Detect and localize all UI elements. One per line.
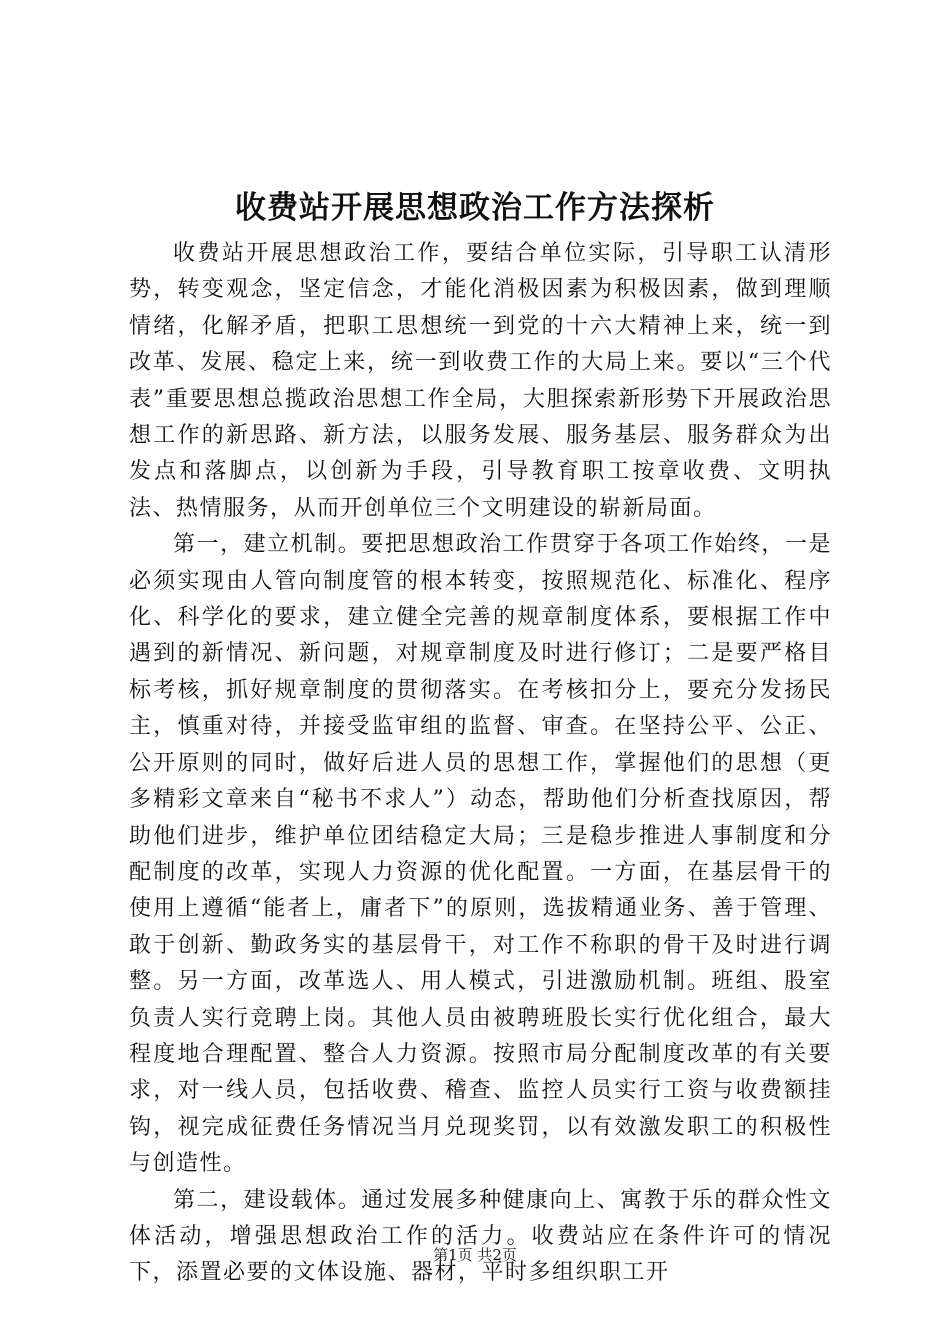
- paragraph-mechanism: 第一，建立机制。要把思想政治工作贯穿于各项工作始终，一是必须实现由人管向制度管的根本转变，按照规范化、标准化、程序化、科学化的要求，建立健全完善的规章制度体系，要根据工作中遇到的新情况、新问题，对规章制度及时进行修订；二是要严格目标考核，抓好规章制度的贯彻落实。在考核扣分上，要充分发扬民主，慎重对待，并接受监审组的监督、审查。在坚持公平、公正、公开原则的同时，做好后进人员的思想工作，掌握他们的思想（更多精彩文章来自“秘书不求人”）动态，帮助他们分析查找原因，帮助他们进步，维护单位团结稳定大局；三是稳步推进人事制度和分配制度的改革，实现人力资源的优化配置。一方面，在基层骨干的使用上遵循“能者上，庸者下”的原则，选拔精通业务、善于管理、敢于创新、勤政务实的基层骨干，对工作不称职的骨干及时进行调整。另一方面，改革选人、用人模式，引进激励机制。班组、股室负责人实行竞聘上岗。其他人员由被聘班股长实行优化组合，最大程度地合理配置、整合人力资源。按照市局分配制度改革的有关要求，对一线人员，包括收费、稽查、监控人员实行工资与收费额挂钩，视完成征费任务情况当月兑现奖罚，以有效激发职工的积极性与创造性。: [129, 532, 832, 1177]
- paragraph-carrier: 第二，建设载体。通过发展多种健康向上、寓教于乐的群众性文体活动，增强思想政治工作的活力。收费站应在条件许可的情况下，添置必要的文体设施、器材，平时多组织职工开: [129, 1187, 832, 1286]
- page-number-footer: 第1页 共2页: [433, 1246, 517, 1264]
- document-title: 收费站开展思想政治工作方法探析: [235, 190, 715, 226]
- document-body: [129, 236, 832, 1292]
- paragraph-intro: 收费站开展思想政治工作，要结合单位实际，引导职工认清形势，转变观念，坚定信念，才能化消极因素为积极因素，做到理顺情绪，化解矛盾，把职工思想统一到党的十六大精神上来，统一到改革、发展、稳定上来，统一到收费工作的大局上来。要以“三个代表”重要思想总揽政治思想工作全局，大胆探索新形势下开展政治思想工作的新思路、新方法，以服务发展、服务基层、服务群众为出发点和落脚点，以创新为手段，引导教育职工按章收费、文明执法、热情服务，从而开创单位三个文明建设的崭新局面。: [129, 241, 832, 521]
